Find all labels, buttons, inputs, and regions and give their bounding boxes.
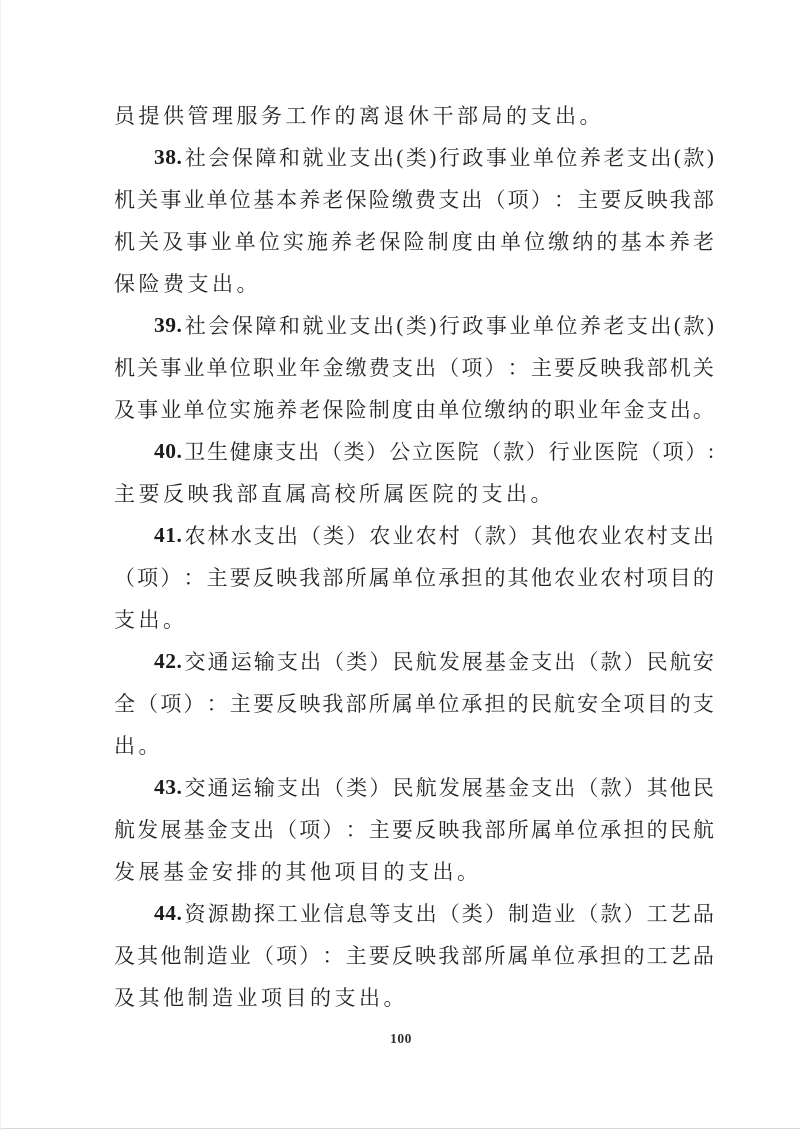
text-line: 主 要 反 映 我 部 直 属 高 校 所 属 医 院 的 支 出 。 [114, 482, 552, 506]
text-line: 39. 社 会 保 障 和 就 业 支 出 ( 类 ) 行 政 事 业 单 位 养 老 支 出 ( 款 ) [154, 312, 714, 338]
paragraph-number: 43. [154, 774, 183, 799]
text-line: 机 关 事 业 单 位 职 业 年 金 缴 费 支 出 （ 项 ） ： 主 要 反 映 我 部 机 关 [114, 356, 714, 380]
paragraph-number: 38. [154, 144, 183, 169]
text-line: 保 险 费 支 出 。 [114, 272, 258, 296]
paragraph-number: 41. [154, 522, 183, 547]
text-line: 发 展 基 金 安 排 的 其 他 项 目 的 支 出 。 [114, 860, 478, 884]
text-line: 及 事 业 单 位 实 施 养 老 保 险 制 度 由 单 位 缴 纳 的 职 业 年 金 支 出 。 [114, 398, 714, 422]
text-line: 42. 交 通 运 输 支 出 （ 类 ） 民 航 发 展 基 金 支 出 （ 款 ） 民 航 安 [154, 648, 714, 674]
document-text-body [114, 94, 714, 1018]
text-line: 44. 资 源 勘 探 工 业 信 息 等 支 出 （ 类 ） 制 造 业 （ 款 ） 工 艺 品 [154, 900, 714, 926]
text-line: 全 （ 项 ） ： 主 要 反 映 我 部 所 属 单 位 承 担 的 民 航 安 全 项 目 的 支 [114, 692, 714, 716]
page-number: 100 [390, 1031, 412, 1046]
paragraph-number: 40. [154, 438, 183, 463]
text-line: 41. 农 林 水 支 出 （ 类 ） 农 业 农 村 （ 款 ） 其 他 农 业 农 村 支 出 [154, 522, 714, 548]
page-bottom-edge [1, 1128, 800, 1129]
paragraph-number: 44. [154, 900, 183, 925]
paragraph-number: 39. [154, 312, 183, 337]
text-line: （ 项 ） ： 主 要 反 映 我 部 所 属 单 位 承 担 的 其 他 农 业 农 村 项 目 的 [114, 566, 714, 590]
paragraph-number: 42. [154, 648, 183, 673]
text-line: 43. 交 通 运 输 支 出 （ 类 ） 民 航 发 展 基 金 支 出 （ 款 ） 其 他 民 [154, 774, 714, 800]
text-line: 支 出 。 [114, 608, 184, 632]
text-line: 机 关 及 事 业 单 位 实 施 养 老 保 险 制 度 由 单 位 缴 纳 的 基 本 养 老 [114, 230, 714, 254]
text-line: 及 其 他 制 造 业 （ 项 ） ： 主 要 反 映 我 部 所 属 单 位 承 担 的 工 艺 品 [114, 944, 714, 968]
text-line: 及 其 他 制 造 业 项 目 的 支 出 。 [114, 986, 405, 1010]
text-line: 出 。 [114, 734, 160, 758]
text-line: 38. 社 会 保 障 和 就 业 支 出 ( 类 ) 行 政 事 业 单 位 养 老 支 出 ( 款 ) [154, 144, 714, 170]
text-line: 员 提 供 管 理 服 务 工 作 的 离 退 休 干 部 局 的 支 出 。 [114, 104, 601, 128]
text-line: 机 关 事 业 单 位 基 本 养 老 保 险 缴 费 支 出 （ 项 ） ： 主 要 反 映 我 部 [114, 188, 714, 212]
text-line: 航 发 展 基 金 支 出 （ 项 ） ： 主 要 反 映 我 部 所 属 单 位 承 担 的 民 航 [114, 818, 714, 842]
text-line: 40. 卫 生 健 康 支 出 （ 类 ） 公 立 医 院 （ 款 ） 行 业 医 院 （ 项 ） : [154, 438, 714, 464]
